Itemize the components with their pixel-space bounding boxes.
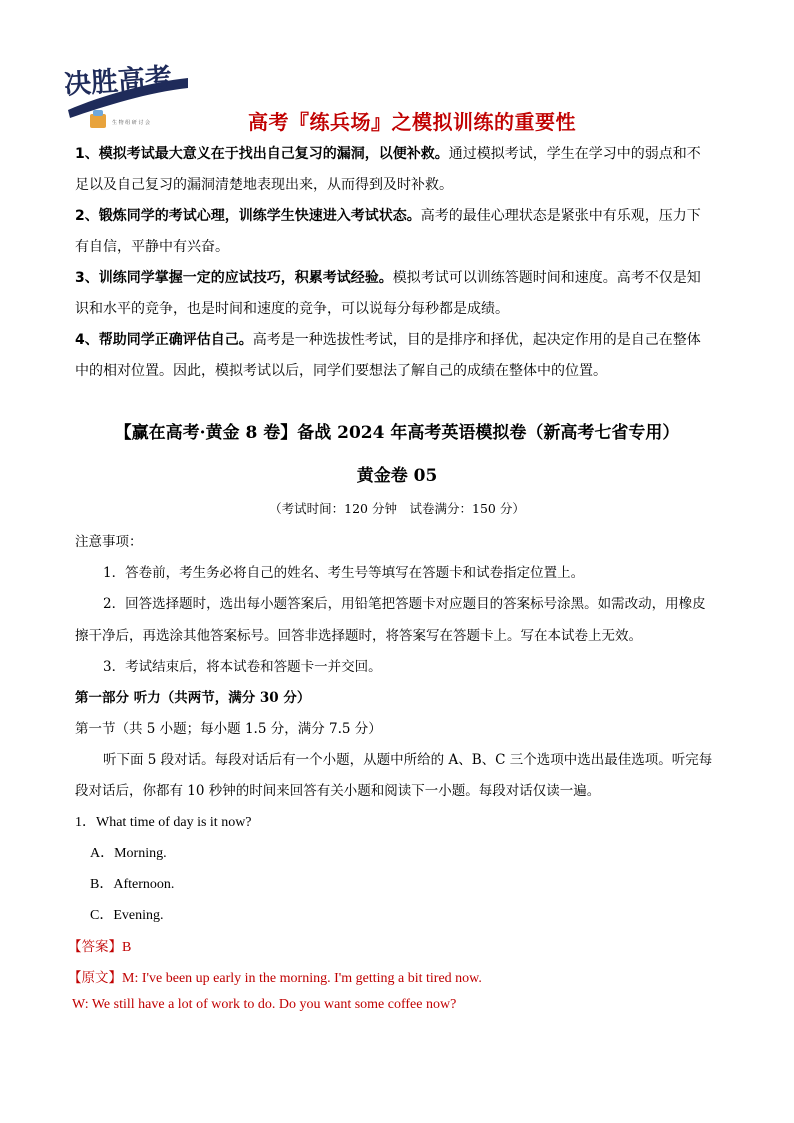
importance-4-bold: 4、帮助同学正确评估自己。 [75, 332, 253, 348]
notice-heading: 注意事项： [75, 534, 143, 550]
answer-value: B [122, 940, 132, 955]
source-line-1: M: I've been up early in the morning. I'm getting a bit tired now. [122, 971, 482, 986]
importance-1-line1: 通过模拟考试，学生在学习中的弱点和不 [448, 146, 701, 162]
section-instruction-1: 听下面 5 段对话。每段对话后有一个小题，从题中所给的 A、B、C 三个选项中选出最佳选项。听完每 [103, 752, 713, 768]
importance-4-line1: 高考是一种选拔性考试，目的是排序和择优，起决定作用的是自己在整体 [252, 332, 701, 348]
question-stem: 1．What time of day is it now? [75, 815, 252, 830]
exam-title: 【赢在高考·黄金 8 卷】备战 2024 年高考英语模拟卷（新高考七省专用） [114, 423, 680, 443]
importance-2-line1: 高考的最佳心理状态是紧张中有乐观，压力下 [420, 208, 701, 224]
section-title: 第一节（共 5 小题；每小题 1.5 分，满分 7.5 分） [75, 721, 382, 737]
importance-3-line2: 识和水平的竞争，也是时间和速度的竞争，可以说每分每秒都是成绩。 [75, 301, 509, 317]
notice-item-2a: 2．回答选择题时，选出每小题答案后，用铅笔把答题卡对应题目的答案标号涂黑。如需改动，用橡皮 [103, 596, 706, 612]
logo-tagline: 生 物 组 研 讨 会 [112, 120, 150, 126]
importance-item-4 [75, 325, 725, 387]
answer-label: 【答案】 [68, 939, 122, 955]
notice-item-3: 3．考试结束后，将本试卷和答题卡一并交回。 [103, 659, 382, 675]
importance-4-line2: 中的相对位置。因此，模拟考试以后，同学们要想法了解自己的成绩在整体中的位置。 [75, 363, 607, 379]
importance-item-2 [75, 201, 725, 263]
option-c: C．Evening. [90, 908, 164, 923]
importance-2-bold: 2、锻炼同学的考试心理，训练学生快速进入考试状态。 [75, 208, 421, 224]
source-label: 【原文】 [68, 970, 122, 986]
notice-item-1: 1．答卷前，考生务必将自己的姓名、考生号等填写在答题卡和试卷指定位置上。 [103, 565, 585, 581]
exam-volume: 黄金卷 05 [356, 466, 438, 486]
answer-row [68, 935, 728, 956]
importance-2-line2: 有自信，平静中有兴奋。 [75, 239, 229, 255]
importance-item-1 [75, 139, 725, 201]
importance-1-line2: 足以及自己复习的漏洞清楚地表现出来，从而得到及时补救。 [75, 177, 453, 193]
importance-item-3 [75, 263, 725, 325]
notice-item-2b: 擦干净后，再选涂其他答案标号。回答非选择题时，将答案写在答题卡上。写在本试卷上无效。 [75, 628, 642, 644]
header-title: 高考『练兵场』之模拟训练的重要性 [248, 110, 576, 134]
logo-text: 决胜高考 [63, 62, 173, 101]
option-b: B．Afternoon. [90, 877, 175, 892]
source-row [68, 966, 728, 987]
exam-info: （考试时间：120 分钟 试卷满分：150 分） [269, 501, 525, 516]
option-a: A．Morning. [90, 846, 167, 861]
importance-3-line1: 模拟考试可以训练答题时间和速度。高考不仅是知 [392, 270, 701, 286]
section-instruction-2: 段对话后，你都有 10 秒钟的时间来回答有关小题和阅读下一小题。每段对话仅读一遍。 [75, 783, 601, 799]
importance-1-bold: 1、模拟考试最大意义在于找出自己复习的漏洞，以便补救。 [75, 146, 449, 162]
source-line-2: W: We still have a lot of work to do. Do you want some coffee now? [72, 997, 457, 1012]
importance-3-bold: 3、训练同学掌握一定的应试技巧，积累考试经验。 [75, 270, 393, 286]
part-title: 第一部分 听力（共两节，满分 30 分） [75, 690, 311, 706]
